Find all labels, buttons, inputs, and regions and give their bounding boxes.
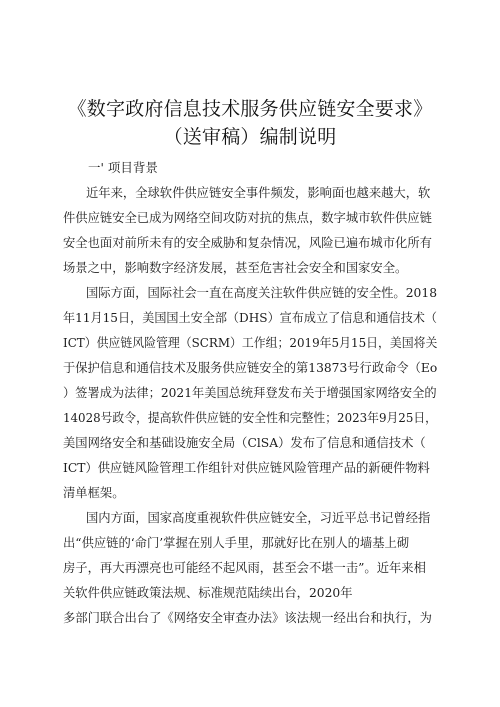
paragraph-3-line: 国内方面，国家高度重视软件供应链安全，习近平总书记曾经指 (86, 511, 431, 525)
paragraph-2-line: 国际方面，国际社会一直在高度关注软件供应链的安全性。2018 (86, 286, 438, 300)
paragraph-1-line: 安全也面对前所未有的安全威胁和复杂情况，风险已遍布城市化所有 (63, 236, 432, 250)
paragraph-1-line: 件供应链安全已成为网络空间攻防对抗的焦点，数字城市软件供应链 (63, 211, 432, 225)
paragraph-2-line: 清单框架。 (63, 486, 125, 500)
paragraph-2-line: ICT）供应链风险管理（SCRM）工作组；2019年5月15日，美国将关 (63, 336, 438, 350)
paragraph-2-line: 年11月15日，美国国土安全部（DHS）宣布成立了信息和通信技术（ (63, 311, 438, 325)
document-title-line-2: （送审稿）编制说明 (163, 126, 337, 148)
section-heading: 一' 项目背景 (88, 160, 158, 175)
paragraph-1-line: 近年来，全球软件供应链安全事件频发，影响面也越来越大，软 (86, 186, 431, 200)
paragraph-3-line: 出“供应链的‘命门’掌握在别人手里，那就好比在别人的墙基上砌 (63, 536, 410, 550)
paragraph-1-line: 场景之中，影响数字经济发展，甚至危害社会安全和国家安全。 (63, 261, 408, 275)
paragraph-2-line: ）签署成为法律；2021年美国总统拜登发布关于增强国家网络安全的 (63, 386, 437, 400)
document-title-line-1: 《数字政府信息技术服务供应链安全要求》 (67, 98, 433, 120)
paragraph-3-line: 房子，再大再漂亮也可能经不起风雨，甚至会不堪一击”。近年来相 (63, 561, 426, 575)
paragraph-2-line: ICT）供应链风险管理工作组针对供应链风险管理产品的新硬件物料 (63, 461, 430, 475)
paragraph-3-line: 多部门联合出台了《网络安全审查办法》该法规一经出台和执行，为 (63, 611, 432, 625)
paragraph-2-line: 14028号政令，提高软件供应链的安全性和完整性；2023年9月25日， (63, 411, 437, 425)
paragraph-3-line: 关软件供应链政策法规、标准规范陆续出台，2020年 (63, 586, 353, 600)
paragraph-2-line: 美国网络安全和基础设施安全局（ClSA）发布了信息和通信技术（ (63, 436, 426, 450)
paragraph-2-line: 于保护信息和通信技术及服务供应链安全的第13873号行政命令（Eo (63, 361, 438, 375)
